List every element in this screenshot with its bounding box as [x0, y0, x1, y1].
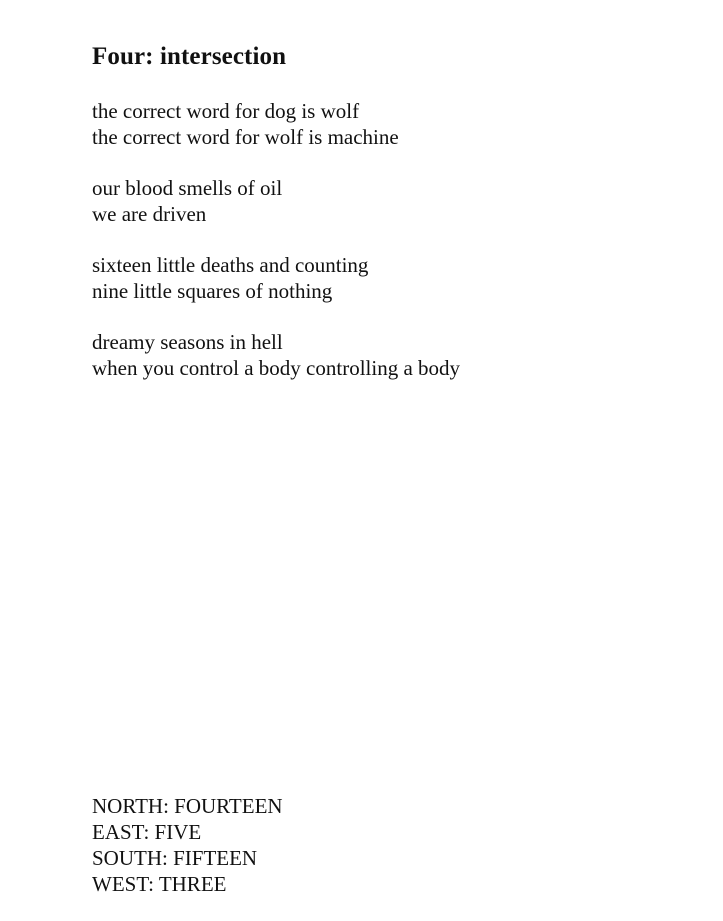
stanza-3: [92, 252, 692, 304]
stanza-4: [92, 329, 692, 381]
direction-east: EAST: FIVE: [92, 820, 202, 844]
poem-line: sixteen little deaths and counting: [92, 253, 369, 277]
poem-line: dreamy seasons in hell: [92, 330, 283, 354]
direction-west: WEST: THREE: [92, 872, 227, 896]
direction-north: NORTH: FOURTEEN: [92, 794, 283, 818]
directions-list: [92, 793, 592, 897]
poem-line: the correct word for dog is wolf: [92, 99, 360, 123]
stanza-1: [92, 98, 692, 150]
poem-line: nine little squares of nothing: [92, 279, 333, 303]
page-title: Four: intersection: [92, 43, 287, 70]
direction-south: SOUTH: FIFTEEN: [92, 846, 258, 870]
poem-line: the correct word for wolf is machine: [92, 125, 399, 149]
poem-line: when you control a body controlling a body: [92, 356, 461, 380]
stanza-2: [92, 175, 692, 227]
poem-line: our blood smells of oil: [92, 176, 283, 200]
poem-line: we are driven: [92, 202, 207, 226]
poem-body: [92, 98, 692, 406]
